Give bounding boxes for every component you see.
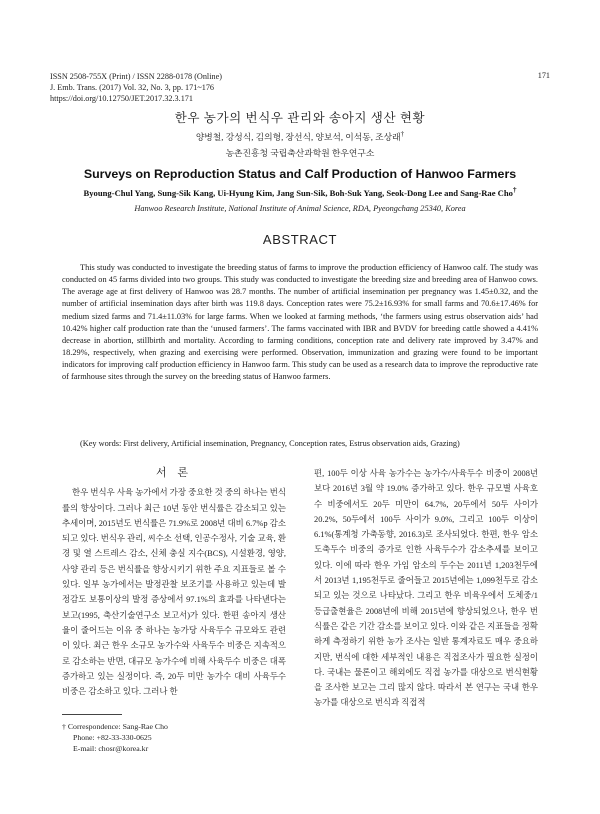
email-line[interactable]: E-mail: chosr@korea.kr (73, 744, 149, 753)
page-number: 171 (537, 71, 550, 80)
abstract-text: This study was conducted to investigate the breeding status of farms to improve the production efficiency of Hanwoo calf. The study was conducted on 45 farms divided into two groups. This study was conducted to investigate the breeding size and breeding area of Hanwoo cows. The average age at first delivery of Hanwoo was 28.7 months. The number of artificial insemination per pregnancy was 1.45±0.32, and the number of artificial insemination days after birth was 119.8 days. Conception rates were 75.2±16.93% for small farms and 70.6±17.46% for medium sized farms and 71.4±11.03% for large farms. When we looked at farming methods, ‘the farmers using estrus observation aids’ had 10.42% higher calf production rate than the ‘unused farmers’. The farms vaccinated with IBR and BVDV for breeding cattle showed a 4.41% decrease in abortion, stillbirth and mortality. According to farming conditions, conception rate and delivery rate improved by 3.47% and 18.29%, respectively, when grazing and exercising were performed. Observation, immunization and grazing were found to be important indicators for improving calf production efficiency in Hanwoo farm. This study can be used as a research data to improve the reproductive rate of farmhouse sites through the survey on the breeding status of Hanwoo farmers. (62, 263, 538, 382)
english-affiliation: Hanwoo Research Institute, National Institute of Animal Science, RDA, Pyeongchang 25340, Korea (134, 204, 466, 213)
phone-line: Phone: +82-33-330-0625 (73, 733, 152, 742)
korean-authors (0, 130, 600, 143)
english-authors (0, 186, 600, 198)
english-title: Surveys on Reproduction Status and Calf Production of Hanwoo Farmers (83, 167, 517, 181)
korean-affiliation: 농촌진흥청 국립축산과학원 한우연구소 (225, 148, 375, 158)
korean-title: 한우 농가의 번식우 관리와 송아지 생산 현황 (174, 111, 426, 125)
intro-paragraph-left: 한우 번식우 사육 농가에서 가장 중요한 것 중의 하나는 번식률의 향상이다. 그러나 최근 10년 동안 번식률은 감소되고 있는 추세이며, 2015년도 번식률은 71.9%로 2008년 대비 6.7%p 감소되고 있다. 번식우 관리, 씨수소 선택, 인공수정사, 기술 교육, 환경 및 열 스트레스 감소, 신체 충실 지수(BCS), 시설환경, 영양, 사양 관리 등은 번식률을 향상시키기 위한 주요 지표들로 볼 수 있다. 일부 농가에서는 발정관찰 보조기를 사용하고 있는데 발정감도 보통이상의 발정 증상에서 97.1%의 효과를 나타낸다는 보고(1995, 축산기술연구소 보고서)가 있다. 한편 송아지 생산율이 줄어드는 이유 중 하나는 농가당 사육두수 규모와도 관련이 있다. 최근 한우 소규모 농가수와 사육두수 비중은 지속적으로 감소하는 반면, 대규모 농가수에 비해 사육두수 비중은 대폭 증가하고 있는 실정이다. 즉, 20두 미만 농가수 대비 사육두수 비중은 감소하고 있다. 그러나 한 (62, 488, 286, 697)
issn-line: ISSN 2508-755X (Print) / ISSN 2288-0178 (Online) (50, 72, 222, 81)
intro-paragraph-right: 편, 100두 이상 사육 농가수는 농가수/사육두수 비중이 2008년 보다 2016년 3월 약 19.0% 증가하고 있다. 한우 규모별 사육호수 비중에서도 20두 미만이 64.7%, 20두에서 50두 사이가 20.2%, 50두에서 100두 사이가 9.0%, 그리고 100두 이상이 6.1%(통계청 가축동향, 2016.3)로 조사되었다. 한편, 한우 암소 도축두수 비중의 증가로 인한 사육두수가 감소추세를 보이고 있다. 이에 따라 한우 가임 암소의 두수는 2011년 1,203천두에서 2013년 1,195천두로 줄어들고 2015년에는 1,099천두로 감소되고 있는 것으로 나타났다. 그리고 한우 비육우에서 도체중/1등급출현율은 2008년에 비해 2015년에 향상되었으나, 한우 번식률은 같은 기간 감소를 보이고 있다. 이와 같은 지표들을 정확하게 측정하기 위한 농가 조사는 일반 통계자료도 매우 중요하지만, 번식에 대한 세부적인 내용은 직접조사가 필요한 실정이다. 국내는 물론이고 해외에도 직접 농가를 대상으로 번식현황을 조사한 보고는 그리 많지 않다. 따라서 본 연구는 국내 한우농가를 대상으로 번식과 직접적 (314, 469, 538, 708)
korean-author-list: 양병철, 강성식, 김의형, 장선식, 양보석, 이석동, 조상래 (195, 132, 401, 142)
abstract-body (62, 262, 538, 384)
footnote (62, 721, 168, 754)
footnote-rule (62, 714, 122, 715)
correspondence-line: Correspondence: Sang-Rae Cho (67, 722, 168, 731)
doi-link[interactable]: https://doi.org/10.12750/JET.2017.32.3.171 (50, 94, 193, 104)
corresponding-dagger: † (512, 186, 517, 194)
journal-citation: J. Emb. Trans. (2017) Vol. 32, No. 3, pp. 171~176 (50, 83, 215, 93)
english-author-list: Byoung-Chul Yang, Sung-Sik Kang, Ui-Hyung Kim, Jang Sun-Sik, Boh-Suk Yang, Seok-Dong Lee and Sang-Rae Cho (83, 187, 513, 198)
corresponding-dagger: † (400, 130, 405, 139)
journal-header (50, 71, 222, 105)
footnote-marker: † (62, 722, 66, 731)
intro-left-column (62, 466, 286, 699)
intro-right-column (314, 466, 538, 711)
abstract-heading: ABSTRACT (262, 232, 338, 247)
intro-heading: 서 론 (155, 467, 192, 479)
keywords: (Key words: First delivery, Artificial insemination, Pregnancy, Conception rates, Estrus observation aids, Grazing) (80, 439, 460, 448)
